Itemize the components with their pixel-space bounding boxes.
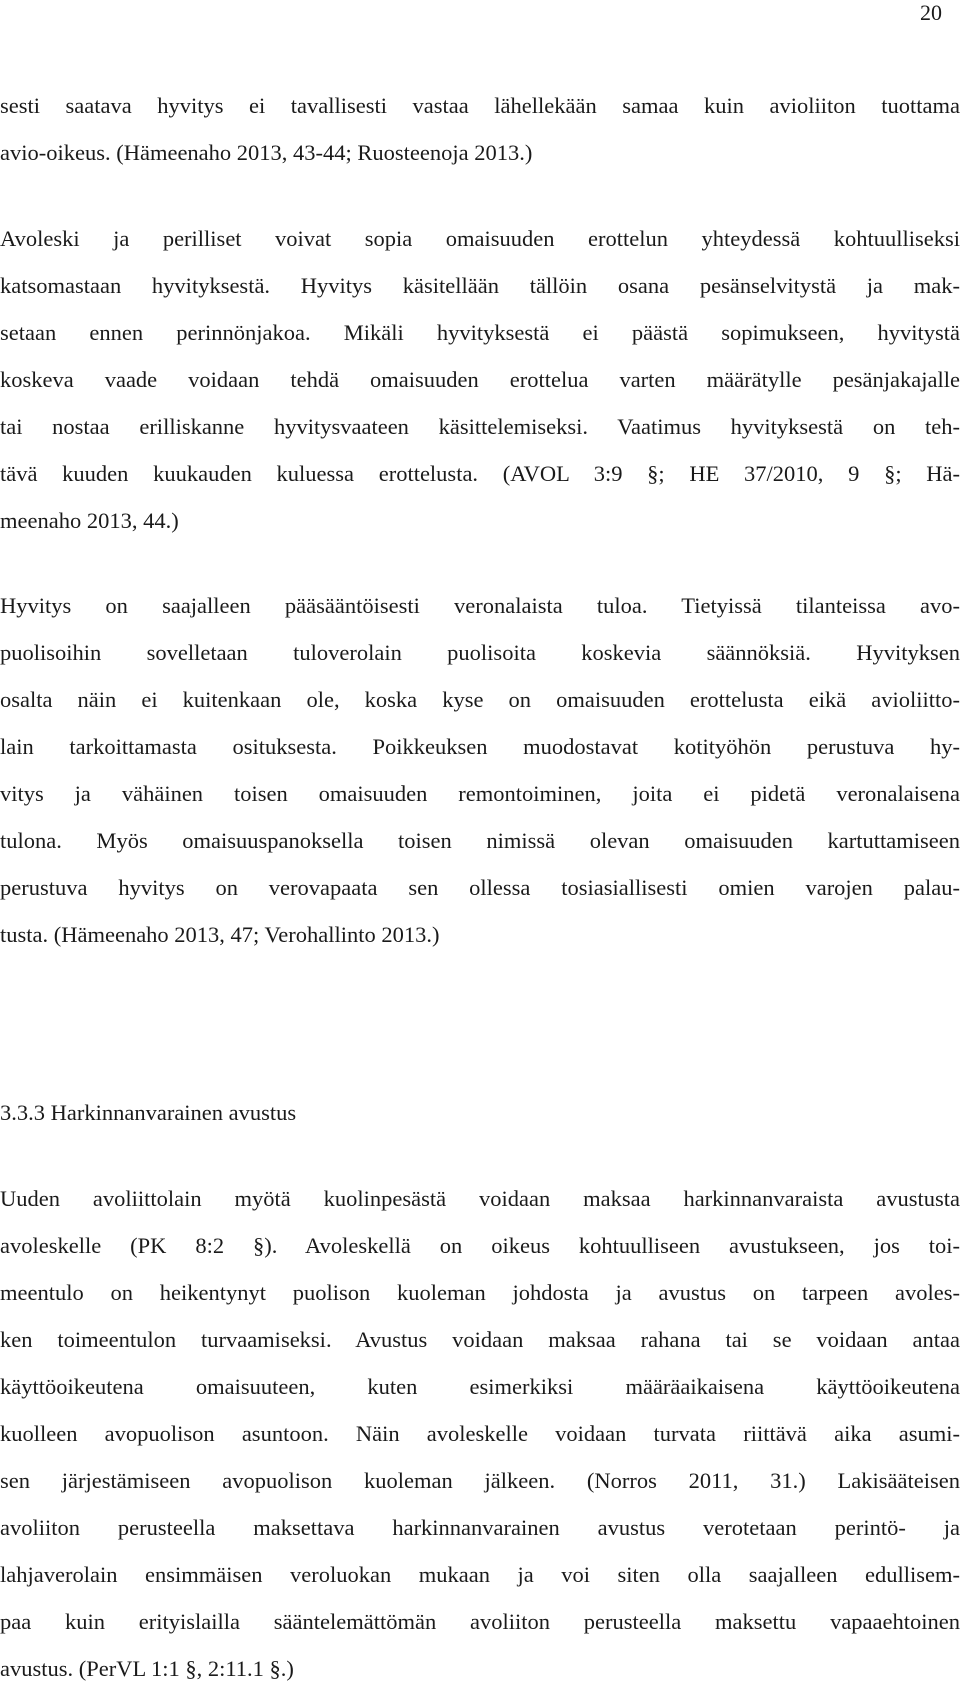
text-line: avustus. (PerVL 1:1 §, 2:11.1 §.) <box>0 1656 294 1681</box>
text-line: sesti saatava hyvitys ei tavallisesti vastaa lähellekään samaa kuin avioliiton tuottama <box>0 93 960 118</box>
text-line: tulona. Myös omaisuuspanoksella toisen nimissä olevan omaisuuden kartuttamiseen <box>0 828 960 853</box>
text-line: tai nostaa erilliskanne hyvitysvaateen käsittelemiseksi. Vaatimus hyvityksestä on teh- <box>0 414 960 439</box>
text-line: paa kuin erityislailla sääntelemättömän avoliiton perusteella maksettu vapaaehtoinen <box>0 1609 960 1634</box>
text-line: lain tarkoittamasta osituksesta. Poikkeuksen muodostavat kotityöhön perustuva hy- <box>0 734 960 759</box>
text-line: avoleskelle (PK 8:2 §). Avoleskellä on oikeus kohtuulliseen avustukseen, jos toi- <box>0 1233 960 1258</box>
text-line: perustuva hyvitys on verovapaata sen ollessa tosiasiallisesti omien varojen palau- <box>0 875 960 900</box>
text-line: Avoleski ja perilliset voivat sopia omaisuuden erottelun yhteydessä kohtuulliseksi <box>0 226 960 251</box>
text-line: avio-oikeus. (Hämeenaho 2013, 43-44; Ruosteenoja 2013.) <box>0 140 533 165</box>
page-number: 20 <box>920 0 942 25</box>
text-line: tusta. (Hämeenaho 2013, 47; Verohallinto 2013.) <box>0 922 440 947</box>
text-line: meenaho 2013, 44.) <box>0 508 179 533</box>
text-line: tävä kuuden kuukauden kuluessa erottelusta. (AVOL 3:9 §; HE 37/2010, 9 §; Hä- <box>0 461 960 486</box>
text-line: setaan ennen perinnönjakoa. Mikäli hyvityksestä ei päästä sopimukseen, hyvitystä <box>0 320 960 345</box>
text-line: koskeva vaade voidaan tehdä omaisuuden erottelua varten määrätylle pesänjakajalle <box>0 367 960 392</box>
text-line: käyttöoikeutena omaisuuteen, kuten esimerkiksi määräaikaisena käyttöoikeutena <box>0 1374 960 1399</box>
text-line: meentulo on heikentynyt puolison kuoleman johdosta ja avustus on tarpeen avoles- <box>0 1280 960 1305</box>
text-line: osalta näin ei kuitenkaan ole, koska kyse on omaisuuden erottelusta eikä avioliitto- <box>0 687 960 712</box>
text-line: lahjaverolain ensimmäisen veroluokan mukaan ja voi siten olla saajalleen edullisem- <box>0 1562 960 1587</box>
section-heading: 3.3.3 Harkinnanvarainen avustus <box>0 1100 297 1125</box>
text-line: vitys ja vähäinen toisen omaisuuden remontoiminen, joita ei pidetä veronalaisena <box>0 781 960 806</box>
text-line: puolisoihin sovelletaan tuloverolain puolisoita koskevia säännöksiä. Hyvityksen <box>0 640 960 665</box>
text-line: kuolleen avopuolison asuntoon. Näin avoleskelle voidaan turvata riittävä aika asumi- <box>0 1421 960 1446</box>
text-line: katsomastaan hyvityksestä. Hyvitys käsitellään tällöin osana pesänselvitystä ja mak- <box>0 273 960 298</box>
text-line: avoliiton perusteella maksettava harkinnanvarainen avustus verotetaan perintö- ja <box>0 1515 960 1540</box>
text-line: ken toimeentulon turvaamiseksi. Avustus voidaan maksaa rahana tai se voidaan antaa <box>0 1327 960 1352</box>
text-line: Uuden avoliittolain myötä kuolinpesästä voidaan maksaa harkinnanvaraista avustusta <box>0 1186 960 1211</box>
text-line: sen järjestämiseen avopuolison kuoleman jälkeen. (Norros 2011, 31.) Lakisääteisen <box>0 1468 960 1493</box>
text-line: Hyvitys on saajalleen pääsääntöisesti veronalaista tuloa. Tietyissä tilanteissa avo- <box>0 593 960 618</box>
